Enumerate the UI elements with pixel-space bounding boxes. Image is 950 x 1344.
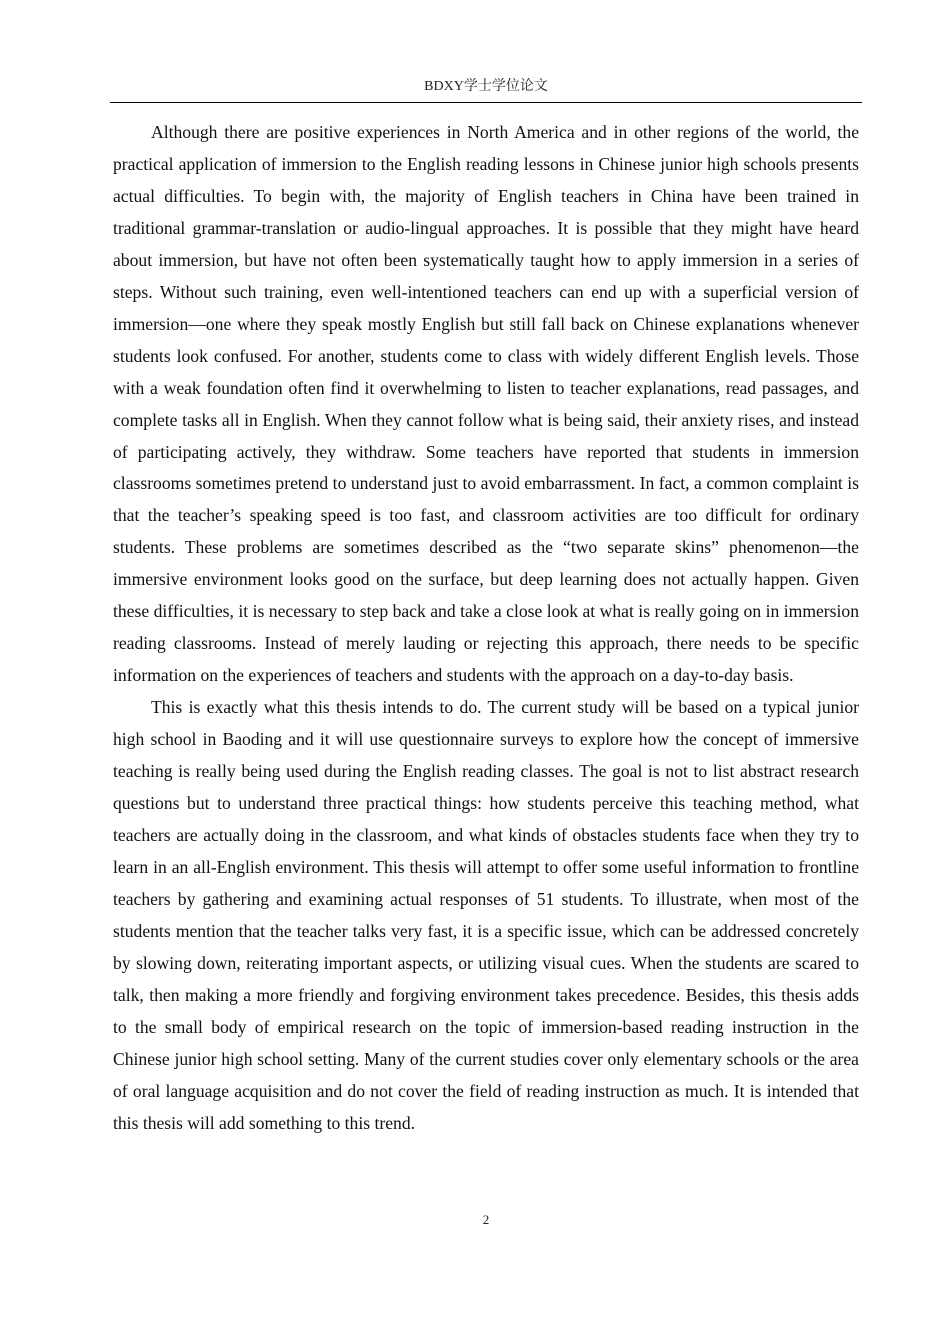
running-title: BDXY学士学位论文 — [424, 79, 548, 94]
paragraph-2: This is exactly what this thesis intends to do. The current study will be based on a typical junior high school in Baoding and it will use questionnaire surveys to explore how the concept of immersive teaching is really being used during the English reading classes. The goal is not to list abstract research questions but to understand three practical things: how students perceive this teaching method, what teachers are actually doing in the classroom, and what kinds of obstacles students face when they try to learn in an all-English environment. This thesis will attempt to offer some useful information to frontline teachers by gathering and examining actual responses of 51 students. To illustrate, when most of the students mention that the teacher talks very fast, it is a specific issue, which can be addressed concretely by slowing down, reiterating important aspects, or utilizing visual cues. When the students are scared to talk, then making a more friendly and forgiving environment takes precedence. Besides, this thesis adds to the small body of empirical research on the topic of immersion-based reading instruction in the Chinese junior high school setting. Many of the current studies cover only elementary schools or the area of oral language acquisition and do not cover the field of reading instruction as much. It is intended that this thesis will add something to this trend. — [113, 697, 859, 1133]
running-header — [110, 76, 862, 103]
body-text — [113, 117, 859, 1140]
page-number: 2 — [482, 1212, 490, 1227]
paragraph-1: Although there are positive experiences in North America and in other regions of the world, the practical application of immersion to the English reading lessons in Chinese junior high schools presents actual difficulties. To begin with, the majority of English teachers in China have been trained in traditional grammar-translation or audio-lingual approaches. It is possible that they might have heard about immersion, but have not often been systematically taught how to apply immersion in a series of steps. Without such training, even well-intentioned teachers can end up with a superficial version of immersion—one where they speak mostly English but still fall back on Chinese explanations whenever students look confused. For another, students come to class with widely different English levels. Those with a weak foundation often find it overwhelming to listen to teacher explanations, read passages, and complete tasks all in English. When they cannot follow what is being said, their anxiety rises, and instead of participating actively, they withdraw. Some teachers have reported that students in immersion classrooms sometimes pretend to understand just to avoid embarrassment. In fact, a common complaint is that the teacher’s speaking speed is too fast, and classroom activities are too difficult for ordinary students. These problems are sometimes described as the “two separate skins” phenomenon—the immersive environment looks good on the surface, but deep learning does not actually happen. Given these difficulties, it is necessary to step back and take a close look at what is really going on in immersion reading classrooms. Instead of merely lauding or rejecting this approach, there needs to be specific information on the experiences of teachers and students with the approach on a day-to-day basis. — [113, 122, 859, 686]
